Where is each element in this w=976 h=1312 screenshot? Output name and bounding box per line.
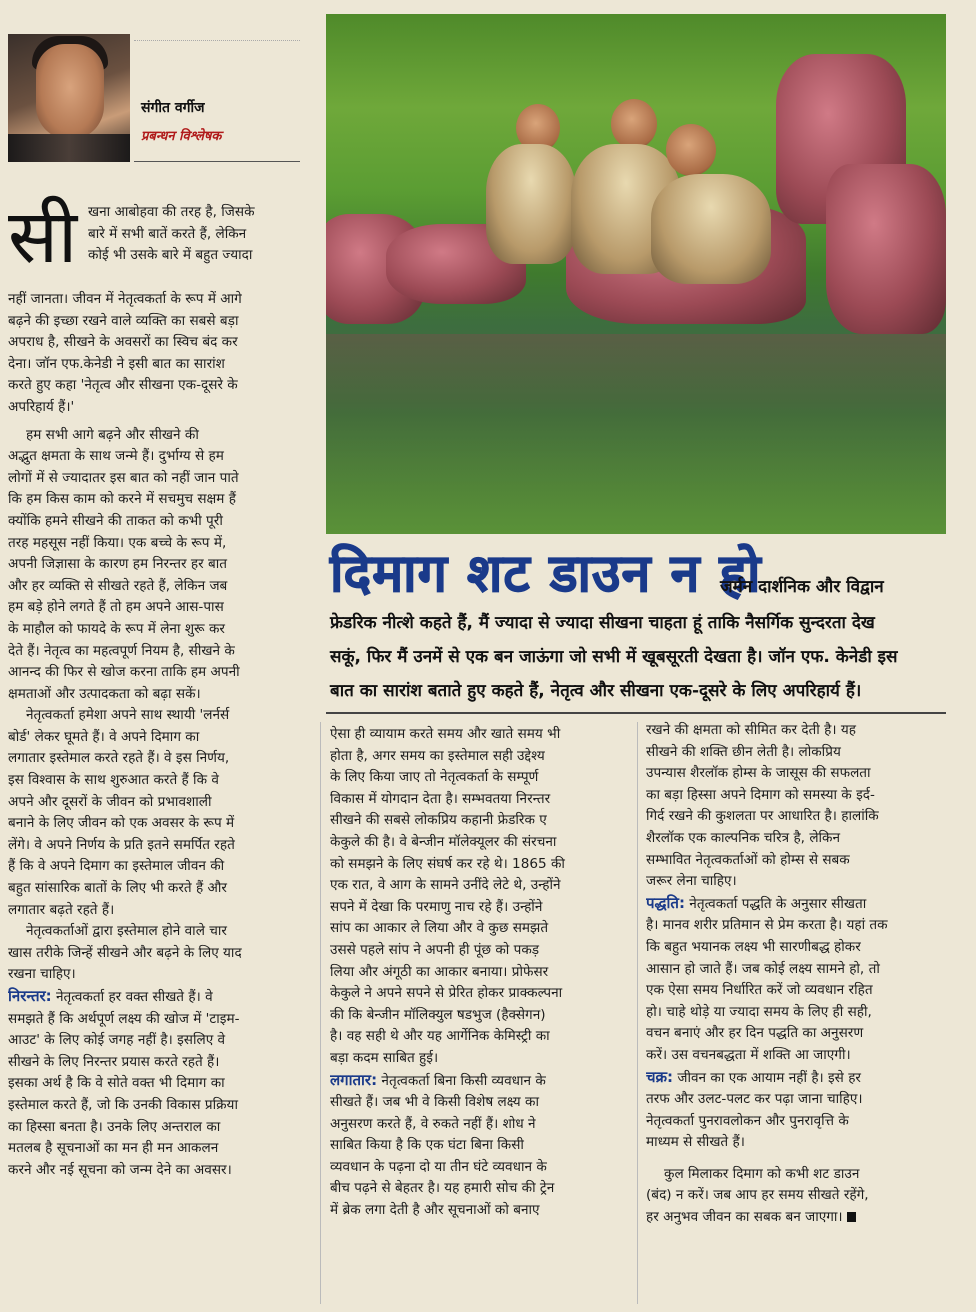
text-line: गिर्द रखने की कुशलता पर आधारित है। हालांकि <box>646 808 879 825</box>
headline-title: दिमाग शट डाउन न हो <box>330 544 762 604</box>
text-line: ऐसा ही व्यायाम करते समय और खाते समय भी <box>330 726 561 742</box>
text-line: नेतृत्वकर्ता हर वक्त सीखते हैं। वे <box>55 989 213 1005</box>
spacer <box>646 1154 948 1164</box>
column-divider <box>320 722 321 1304</box>
text-line: बीच पढ़ने से बेहतर है। यह हमारी सोच की ट्रेन <box>330 1180 555 1197</box>
column3-body <box>646 720 948 1229</box>
text-line: रखने की क्षमता को सीमित कर देती है। यह <box>646 722 856 738</box>
subheading-continuous: निरन्तर: <box>8 987 52 1005</box>
text-line: बोर्ड' लेकर घूमते हैं। वे अपने दिमाग का <box>8 728 200 745</box>
text-line: आउट' के लिए कोई जगह नहीं है। इसलिए वे <box>8 1032 226 1049</box>
text-line: होता है, अगर समय का इस्तेमाल सही उद्देश्य <box>330 747 545 764</box>
text-line: अपरिहार्य हैं।' <box>8 398 75 415</box>
text-line: सीखने के लिए निरन्तर प्रयास करते रहते हैं। <box>8 1053 220 1070</box>
subheading-cycle: चक्र: <box>646 1067 674 1086</box>
text-line: और हर व्यक्ति से सीखते रहते हैं, लेकिन जब <box>8 577 228 594</box>
text-line: में ब्रेक लगा देती है और सूचनाओं को बनाए <box>330 1202 540 1219</box>
column1-body <box>8 289 322 1181</box>
text-line: जीवन का एक आयाम नहीं है। इसे हर <box>677 1069 861 1086</box>
text-line: खना आबोहवा की तरह है, जिसके <box>88 204 255 220</box>
text-line: कोई भी उसके बारे में बहुत ज्यादा <box>88 247 253 264</box>
text-line: अपनी जिज्ञासा के कारण हम निरन्तर हर बात <box>8 556 228 573</box>
text-line: एक रात, वे आग के सामने उनींदे लेटे थे, उन्होंने <box>330 877 561 894</box>
text-line: हर अनुभव जीवन का सबक बन जाएगा। <box>646 1209 843 1226</box>
text-line: रखना चाहिए। <box>8 966 76 983</box>
text-line: का बड़ा हिस्सा अपने दिमाग को समस्या के इर्द- <box>646 786 875 803</box>
text-line: देना। जॉन एफ.केनेडी ने इसी बात का सारांश <box>8 355 225 372</box>
top-divider <box>134 40 300 41</box>
text-line: सीखने की शक्ति छीन लेती है। लोकप्रिय <box>646 743 841 760</box>
author-role: प्रबन्धन विश्लेषक <box>141 129 222 144</box>
text-line: लोगों में से ज्यादातर इस बात को नहीं जान पाते <box>8 469 239 486</box>
text-line: करते हुए कहा 'नेतृत्व और सीखना एक-दूसरे के <box>8 377 238 394</box>
text-line: लेंगे। वे अपने निर्णय के प्रति इतने समर्पित रहते <box>8 836 235 853</box>
children-by-pond-photo <box>326 14 946 534</box>
text-line: नेतृत्वकर्ताओं द्वारा इस्तेमाल होने वाले चार <box>26 923 227 940</box>
text-line: सम्भावित नेतृत्वकर्ताओं को होम्स से सबक <box>646 851 850 868</box>
text-line: नहीं जानता। जीवन में नेतृत्वकर्ता के रूप में आगे <box>8 291 242 307</box>
text-line: वचन बनाएं और हर दिन पद्धति का अनुसरण <box>646 1025 864 1042</box>
text-line: बहुत सांसारिक बातों के लिए भी करते हैं और <box>8 880 227 897</box>
text-line: के माहौल को फायदे के रूप में लेना शुरू कर <box>8 620 225 637</box>
text-line: सांप का आकार ले लिया और वे कुछ समझते <box>330 920 549 937</box>
text-line: इसका अर्थ है कि वे सोते वक्त भी दिमाग का <box>8 1075 225 1092</box>
text-line: हम बड़े होने लगते हैं तो हम अपने आस-पास <box>8 599 224 616</box>
author-divider <box>134 161 300 162</box>
text-line: अद्भुत क्षमता के साथ जन्मे हैं। दुर्भाग्य से हम <box>8 448 224 465</box>
text-line: का हिस्सा बनता है। उनके लिए अन्तराल का <box>8 1118 221 1135</box>
text-line: माध्यम से सीखते हैं। <box>646 1134 745 1151</box>
deck-line-1: जर्मन दार्शनिक और विद्वान <box>720 577 884 597</box>
text-line: व्यवधान के पढ़ना दो या तीन घंटे व्यवधान के <box>330 1158 547 1175</box>
text-line: शैरलॉक एक काल्पनिक चरित्र है, लेकिन <box>646 829 841 846</box>
text-line: हो। चाहे थोड़े या ज्यादा समय के लिए ही सही, <box>646 1003 872 1020</box>
text-line: साबित किया है कि एक घंटा बिना किसी <box>330 1137 524 1154</box>
text-line: सीखते हैं। जब भी वे किसी विशेष लक्ष्य का <box>330 1094 539 1111</box>
text-line: हैं कि वे अपने दिमाग का इस्तेमाल जीवन की <box>8 858 225 875</box>
column1-intro <box>88 202 320 267</box>
deck-line-2: फ्रेडरिक नीत्शे कहते हैं, मैं ज्यादा से ज्यादा सीखना चाहता हूं ताकि नैसर्गिक सुन्दरता देख <box>330 613 875 633</box>
end-mark-icon <box>847 1212 856 1222</box>
text-line: क्योंकि हमने सीखने की ताकत को कभी पूरी <box>8 512 223 529</box>
text-line: इस विश्वास के साथ शुरुआत करते हैं कि वे <box>8 772 219 789</box>
text-line: नेतृत्वकर्ता पद्धति के अनुसार सीखता <box>689 895 867 912</box>
text-line: जरूर लेना चाहिए। <box>646 873 737 890</box>
drop-cap: सी <box>8 194 78 280</box>
text-line: तरफ और उलट-पलट कर पढ़ा जाना चाहिए। <box>646 1091 863 1108</box>
text-line: करने और नई सूचना को जन्म देने का अवसर। <box>8 1161 232 1178</box>
text-line: आसान हो जाते हैं। जब कोई लक्ष्य सामने हो, तो <box>646 960 880 977</box>
text-line: (बंद) न करें। जब आप हर समय सीखते रहेंगे, <box>646 1187 869 1204</box>
text-line: बड़ा कदम साबित हुई। <box>330 1049 439 1066</box>
text-line: बारे में सभी बातें करते हैं, लेकिन <box>88 225 247 242</box>
column2-body <box>330 724 630 1222</box>
text-line: लिया और अंगूठी का आकार बनाया। प्रोफेसर <box>330 963 549 980</box>
text-line: समझते हैं कि अर्थपूर्ण लक्ष्य की खोज में 'टाइम- <box>8 1010 240 1027</box>
deck-divider <box>326 712 946 714</box>
text-line: कि हम किस काम को करने में सचमुच सक्षम हैं <box>8 491 236 508</box>
text-line: अनुसरण करते हैं, वे रुकते नहीं हैं। शोध ने <box>330 1115 536 1132</box>
text-line: इस्तेमाल करते हैं, जो कि उनकी विकास प्रक्रिया <box>8 1096 238 1113</box>
text-line: की कि बेन्जीन मॉलिक्युल षडभुज (हैक्सेगन) <box>330 1006 546 1023</box>
text-line: उपन्यास शैरलॉक होम्स के जासूस की सफलता <box>646 765 871 782</box>
text-line: सपने में देखा कि परमाणु नाच रहे हैं। उन्होंने <box>330 898 543 915</box>
text-line: कि बहुत भयानक लक्ष्य भी सारणीबद्ध होकर <box>646 938 861 955</box>
subheading-continual: लगातार: <box>330 1070 378 1089</box>
deck-line-4: बात का सारांश बताते हुए कहते हैं, नेतृत्व और सीखना एक-दूसरे के लिए अपरिहार्य हैं। <box>330 681 862 701</box>
text-line: उससे पहले सांप ने अपनी ही पूंछ को पकड़ <box>330 941 540 958</box>
text-line: सीखने की सबसे लोकप्रिय कहानी फ्रेडरिक ए <box>330 812 547 829</box>
text-line: को समझने के लिए संघर्ष कर रहे थे। 1865 की <box>330 855 565 872</box>
text-line: करें। उस वचनबद्धता में शक्ति आ जाएगी। <box>646 1046 851 1063</box>
text-line: हम सभी आगे बढ़ने और सीखने की <box>26 426 199 443</box>
text-line: के लिए किया जाए तो नेतृत्वकर्ता के सम्पूर्ण <box>330 769 539 786</box>
text-line: अपने और दूसरों के जीवन को प्रभावशाली <box>8 793 212 810</box>
text-line: अपराध है, सीखने के अवसरों का स्विच बंद कर <box>8 334 238 351</box>
text-line: बनाने के लिए जीवन को एक अवसर के रूप में <box>8 815 235 832</box>
text-line: नेतृत्वकर्ता हमेशा अपने साथ स्थायी 'लर्नर्स <box>26 707 230 724</box>
text-line: मतलब है सूचनाओं का मन ही मन आकलन <box>8 1140 219 1157</box>
text-line: है। मानव शरीर प्रतिमान से प्रेम करता है। यहां तक <box>646 917 888 934</box>
text-line: नेतृत्वकर्ता पुनरावलोकन और पुनरावृत्ति के <box>646 1112 849 1129</box>
text-line: लगातार इस्तेमाल करते रहते हैं। वे इस निर्णय, <box>8 750 230 767</box>
subheading-method: पद्धति: <box>646 893 685 912</box>
author-photo <box>8 34 130 162</box>
text-line: केकुले की है। वे बेन्जीन मॉलेक्यूलर की संरचना <box>330 833 557 850</box>
text-line: विकास में योगदान देता है। सम्भवतया निरन्तर <box>330 790 551 807</box>
text-line: तरह महसूस नहीं किया। एक बच्चे के रूप में, <box>8 534 227 551</box>
text-line: कुल मिलाकर दिमाग को कभी शट डाउन <box>664 1165 860 1182</box>
text-line: खास तरीके जिन्हें सीखने और बढ़ने के लिए याद <box>8 944 242 961</box>
text-line: केकुले ने अपने सपने से प्रेरित होकर प्राक्कल्पना <box>330 985 563 1002</box>
text-line: देते हैं। नेतृत्व का महत्वपूर्ण नियम है, सीखने के <box>8 642 235 659</box>
text-line: लगातार बढ़ते रहते हैं। <box>8 901 115 918</box>
column-divider <box>637 722 638 1304</box>
text-line: नेतृत्वकर्ता बिना किसी व्यवधान के <box>381 1072 546 1089</box>
deck-line-3: सकूं, फिर मैं उनमें से एक बन जाऊंगा जो सभी में खूबसूरती देखता है। जॉन एफ. केनेडी इस <box>330 647 898 667</box>
text-line: क्षमताओं और उत्पादकता को बढ़ा सकें। <box>8 685 201 702</box>
author-name: संगीत वर्गीज <box>141 100 205 116</box>
text-line: बढ़ने की इच्छा रखने वाले व्यक्ति का सबसे बड़ा <box>8 312 239 329</box>
text-line: आनन्द की फिर से खोज करना ताकि हम अपनी <box>8 664 240 681</box>
text-line: एक ऐसा समय निर्धारित करें जो व्यवधान रहित <box>646 982 873 999</box>
text-line: है। वह सही थे और यह आर्गेनिक केमिस्ट्री का <box>330 1028 550 1045</box>
